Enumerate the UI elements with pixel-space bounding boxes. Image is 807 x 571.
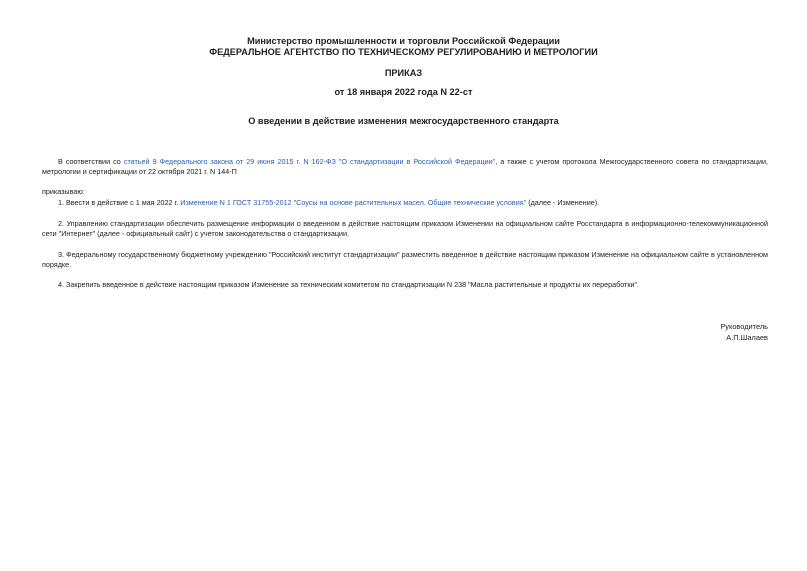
ministry-name: Министерство промышленности и торговли Российской Федерации [247,36,560,46]
document-date-number: от 18 января 2022 года N 22-ст [334,87,473,97]
signatory-title: Руководитель [720,322,768,331]
order-item-1 [42,198,768,208]
item-1-text-start: 1. Ввести в действие с 1 мая 2022 г. [58,198,181,207]
document-type: ПРИКАЗ [384,68,423,78]
order-item-4: 4. Закрепить введенное в действие настоящим приказом Изменение за техническим комитетом по стандартизации N 238 "Масла растительные и продукты их переработки". [58,280,640,289]
federal-law-link[interactable]: статьей 9 Федерального закона от 29 июня 2015 г. N 162-ФЗ "О стандартизации в Российской Федерации" [123,157,496,166]
document-subject: О введении в действие изменения межгосударственного стандарта [248,116,559,126]
gost-amendment-link[interactable]: Изменение N 1 ГОСТ 31755-2012 "Соусы на основе растительных масел. Общие технические условия" [180,198,527,207]
item-1-text-end: (далее - Изменение). [526,198,600,207]
preamble-text-end: , а также с учетом протокола Межгосударственного совета по стандартизации, метрологии и сертификации от 22 октября 2021 г. N 144-П [42,157,768,176]
order-item-2: 2. Управлению стандартизации обеспечить размещение информации о введенном в действие настоящим приказом Изменении на официальном сайте Росстандарта в информационно-телекоммуникационной сети "Интернет" (далее - официальный сайт) с учетом законодательства о стандартизации. [42,219,768,238]
preamble-text-start: В соответствии со [58,157,124,166]
signatory-name: А.П.Шалаев [726,333,768,342]
order-word: приказываю: [42,187,85,196]
order-item-3: 3. Федеральному государственному бюджетному учреждению "Российский институт стандартизации" разместить введенное в действие настоящим приказом Изменение на официальном сайте в установленном порядке. [42,250,768,269]
agency-name: ФЕДЕРАЛЬНОЕ АГЕНТСТВО ПО ТЕХНИЧЕСКОМУ РЕГУЛИРОВАНИЮ И МЕТРОЛОГИИ [209,47,598,57]
preamble-paragraph [42,157,768,177]
